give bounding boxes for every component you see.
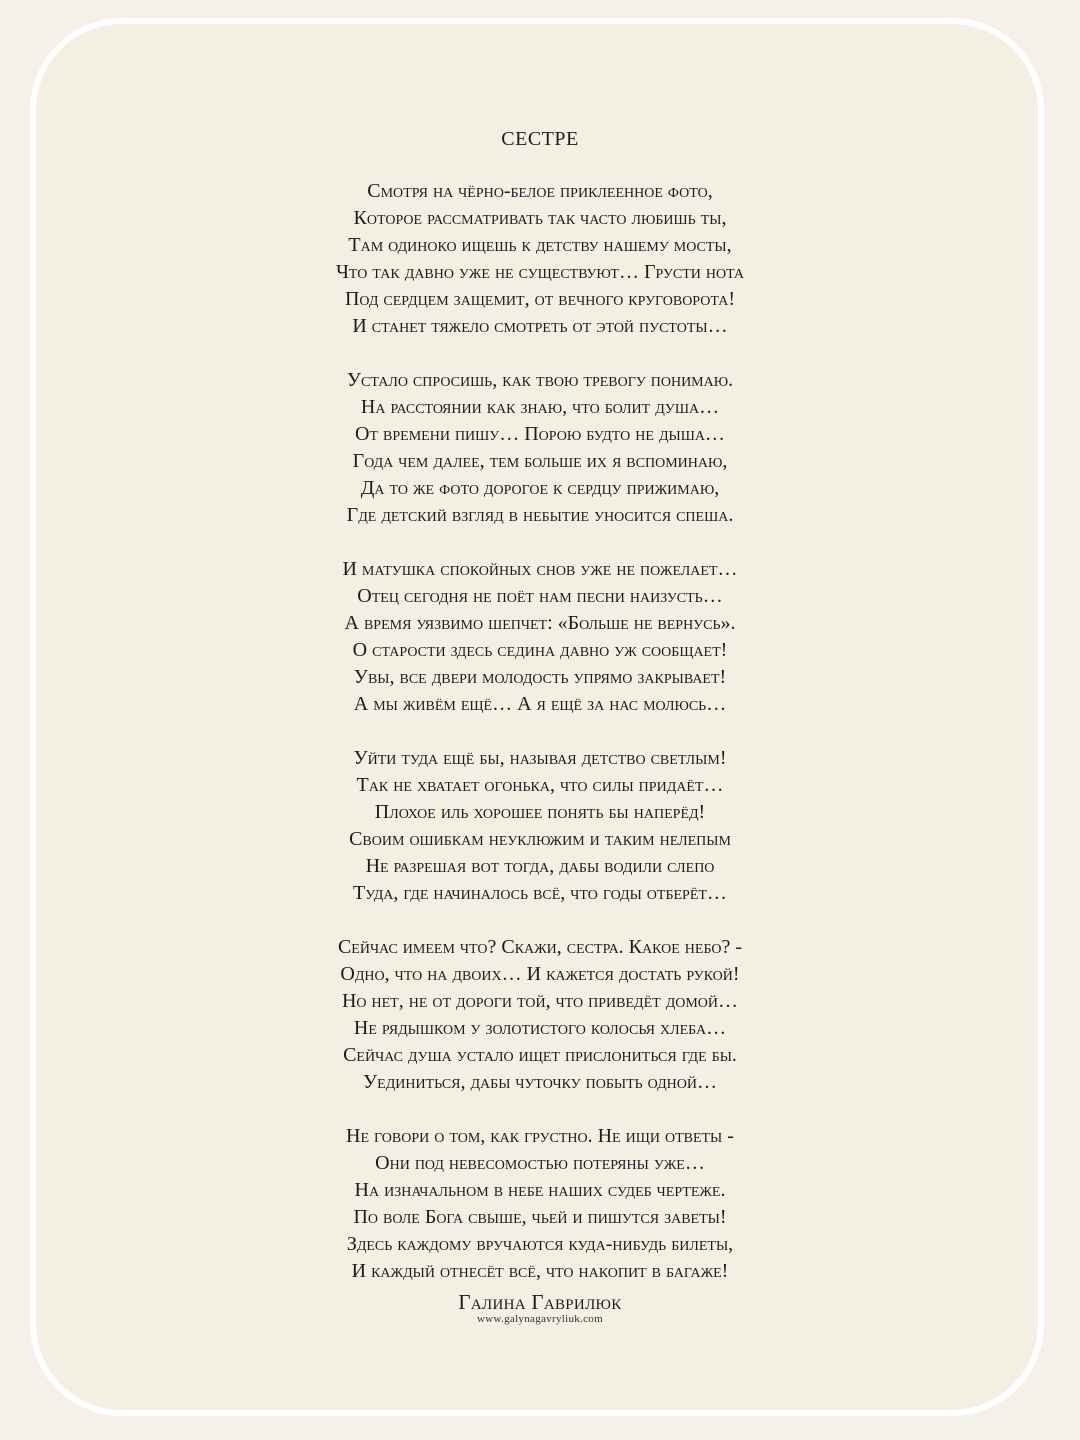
poem-line: Которое рассматривать так часто любишь ты, xyxy=(353,207,727,229)
poem-line: И матушка спокойных снов уже не пожелает… xyxy=(342,558,738,580)
poem-line: И каждый отнесёт всё, что накопит в багаже! xyxy=(351,1260,729,1282)
poem-line: Туда, где начиналось всё, что годы отберёт… xyxy=(353,882,727,904)
poem-line: Там одиноко ищешь к детству нашему мосты, xyxy=(348,234,732,256)
poem-line: Года чем далее, тем больше их я вспоминаю, xyxy=(352,450,728,472)
poem-title: СЕСТРЕ xyxy=(501,128,579,150)
poem-line: Да то же фото дорогое к сердцу прижимаю, xyxy=(360,477,720,499)
poem-line: Здесь каждому вручаются куда-нибудь билеты, xyxy=(346,1233,734,1255)
poem-line: На расстоянии как знаю, что болит душа… xyxy=(360,396,720,418)
stanza-3 xyxy=(0,556,1080,718)
stanza-5 xyxy=(0,934,1080,1096)
author-website: www.galynagavryliuk.com xyxy=(477,1313,603,1325)
poem-line: Уйти туда ещё бы, называя детство светлым! xyxy=(353,747,727,769)
poem-line: И станет тяжело смотреть от этой пустоты… xyxy=(352,315,728,337)
poem-line: Плохое иль хорошее понять бы наперёд! xyxy=(374,801,706,823)
poem-line: Под сердцем защемит, от вечного круговорота! xyxy=(344,288,735,310)
poem-line: По воле Бога свыше, чьей и пишутся заветы! xyxy=(353,1206,727,1228)
stanza-1 xyxy=(0,178,1080,340)
poem-line: Уединиться, дабы чуточку побыть одной… xyxy=(363,1071,717,1093)
poem-line: Не разрешая вот тогда, дабы водили слепо xyxy=(365,855,715,877)
poem-line: Что так давно уже не существуют… Грусти нота xyxy=(335,261,745,283)
poem-line: Увы, все двери молодость упрямо закрывает! xyxy=(353,666,727,688)
poem-line: Сейчас душа устало ищет прислониться где бы. xyxy=(343,1044,737,1066)
poem-line: Они под невесомостью потеряны уже… xyxy=(375,1152,705,1174)
poem-line: А время уязвимо шепчет: «Больше не вернусь». xyxy=(344,612,736,634)
poem-line: Своим ошибкам неуклюжим и таким нелепым xyxy=(349,828,731,850)
stanza-4 xyxy=(0,745,1080,907)
poem-line: Устало спросишь, как твою тревогу понимаю. xyxy=(346,369,734,391)
poem-line: О старости здесь седина давно уж сообщает! xyxy=(352,639,728,661)
poem-line: Сейчас имеем что? Скажи, сестра. Какое небо? - xyxy=(337,936,743,958)
stanza-6 xyxy=(0,1123,1080,1285)
poem-line: Не рядышком у золотистого колосья хлеба… xyxy=(353,1017,727,1039)
poem-line: Так не хватает огонька, что силы придаёт… xyxy=(356,774,724,796)
poem-line: Где детский взгляд в небытие уносится спеша. xyxy=(346,504,734,526)
stanza-2 xyxy=(0,367,1080,529)
poem-line: На изначальном в небе наших судеб чертеже. xyxy=(354,1179,726,1201)
poem-body xyxy=(0,178,1080,1312)
poem-line: Одно, что на двоих… И кажется достать рукой! xyxy=(340,963,740,985)
poem-line: Не говори о том, как грустно. Не ищи ответы - xyxy=(346,1125,734,1147)
poem-line: А мы живём ещё… А я ещё за нас молюсь… xyxy=(353,693,727,715)
poem-line: Но нет, не от дороги той, что приведёт домой… xyxy=(341,990,739,1012)
poem-line: От времени пишу… Порою будто не дыша… xyxy=(355,423,725,445)
author-name: Галина Гаврилюк xyxy=(458,1290,622,1314)
poem-line: Смотря на чёрно-белое приклеенное фото, xyxy=(367,180,713,202)
poem-line: Отец сегодня не поёт нам песни наизусть… xyxy=(357,585,723,607)
